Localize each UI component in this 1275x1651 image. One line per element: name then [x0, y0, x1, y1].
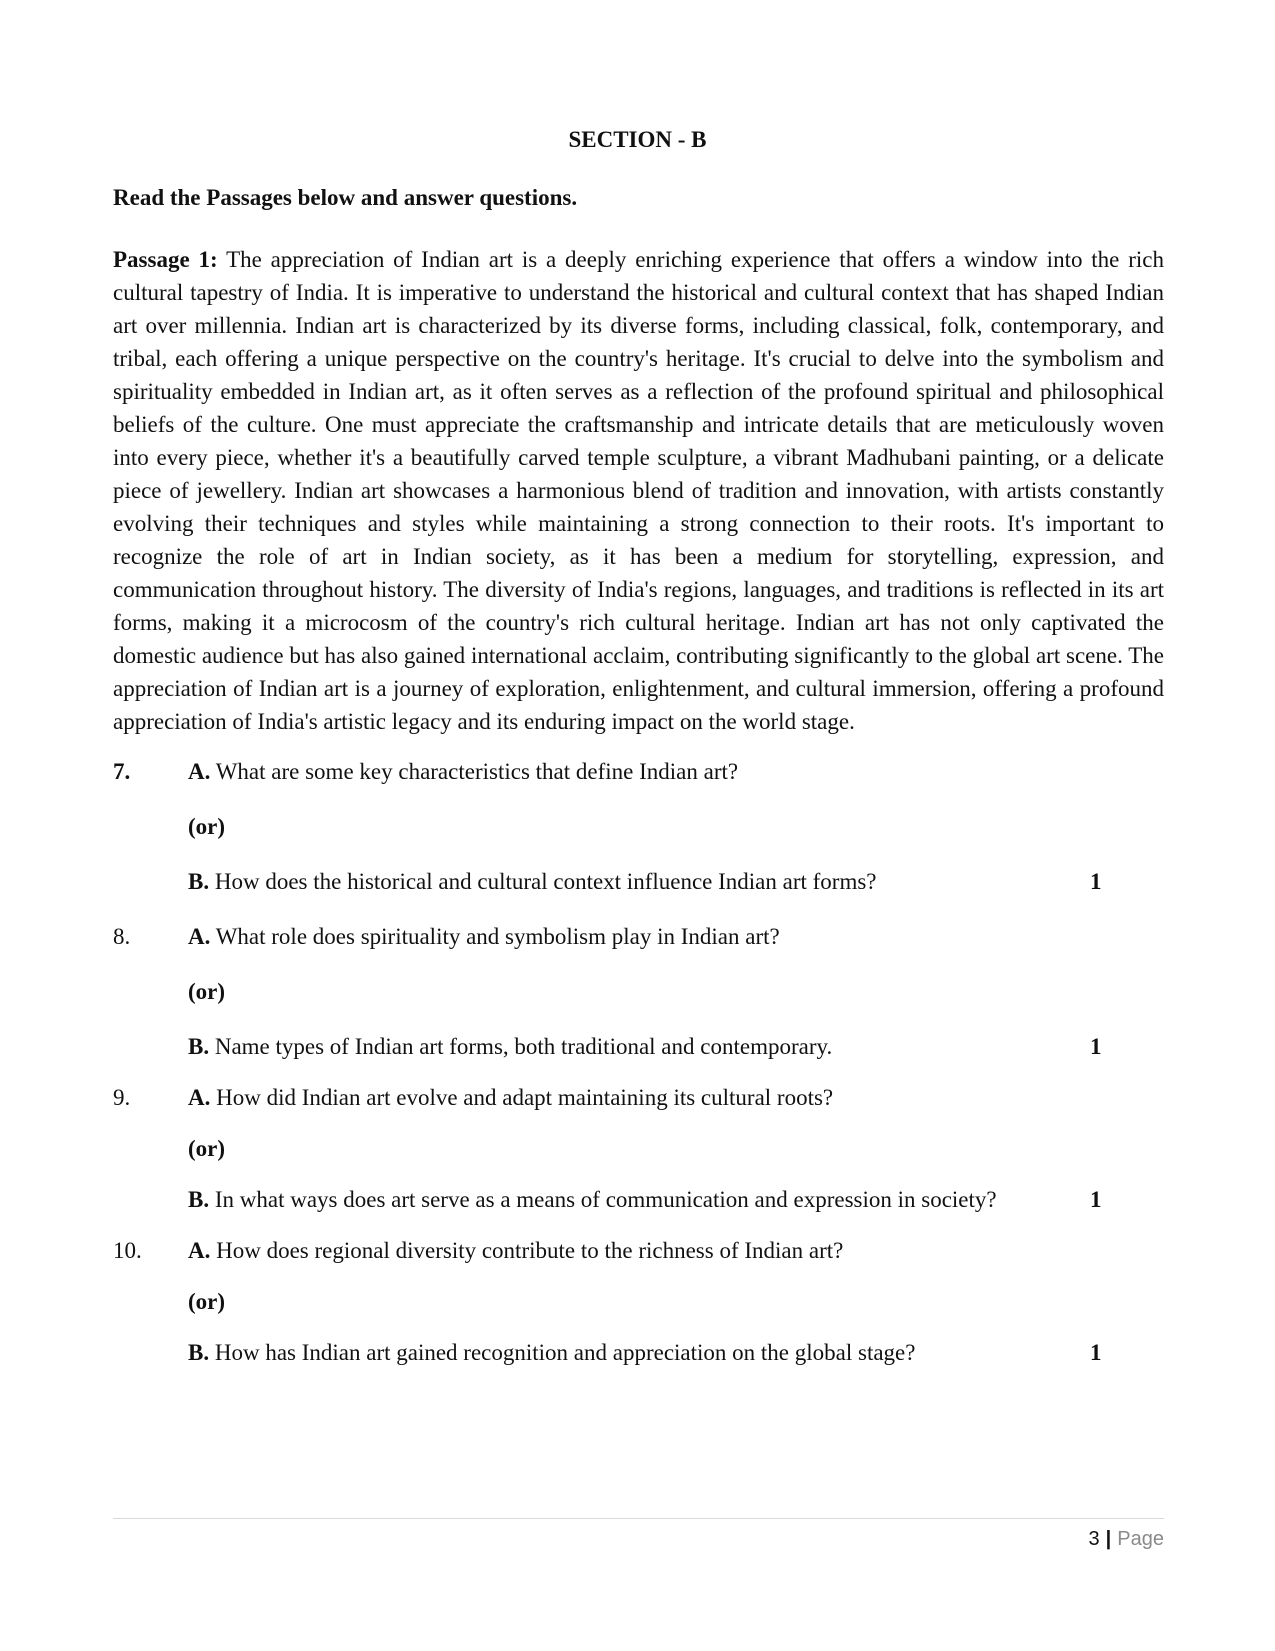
- question-text: In what ways does art serve as a means of communication and expression in society?: [214, 1187, 997, 1212]
- instructions: Read the Passages below and answer questions.: [113, 185, 578, 210]
- option-a-label: A.: [188, 1085, 211, 1110]
- question-text: How does the historical and cultural context influence Indian art forms?: [214, 869, 877, 894]
- passage-1: [113, 243, 1164, 738]
- question-text: How has Indian art gained recognition and appreciation on the global stage?: [214, 1340, 916, 1365]
- marks: 1: [1090, 869, 1102, 894]
- option-b-label: B.: [188, 1034, 210, 1059]
- footer-separator: |: [1105, 1528, 1112, 1550]
- option-a-label: A.: [188, 924, 211, 949]
- option-a-label: A.: [188, 1238, 211, 1263]
- page-label: Page: [1117, 1528, 1164, 1550]
- or-label: (or): [188, 1289, 226, 1314]
- option-a-label: A.: [188, 759, 211, 784]
- option-b-label: B.: [188, 1340, 210, 1365]
- section-title: SECTION - B: [568, 127, 707, 152]
- marks: 1: [1090, 1034, 1102, 1059]
- option-b-label: B.: [188, 869, 210, 894]
- question-text: How did Indian art evolve and adapt maintaining its cultural roots?: [216, 1085, 834, 1110]
- page-footer: [1089, 1518, 1164, 1552]
- option-b-label: B.: [188, 1187, 210, 1212]
- question-text: What role does spirituality and symbolism play in Indian art?: [215, 924, 780, 949]
- or-label: (or): [188, 1136, 226, 1161]
- marks: 1: [1090, 1340, 1102, 1365]
- or-label: (or): [188, 814, 226, 839]
- passage-text: The appreciation of Indian art is a deeply enriching experience that offers a window into the rich cultural tapestry of India. It is imperative to understand the historical and cultural context that has shaped Indian art over millennia. Indian art is characterized by its diverse forms, including classical, folk, contemporary, and tribal, each offering a unique perspective on the country's heritage. It's crucial to delve into the symbolism and spirituality embedded in Indian art, as it often serves as a reflection of the profound spiritual and philosophical beliefs of the culture. One must appreciate the craftsmanship and intricate details that are meticulously woven into every piece, whether it's a beautifully carved temple sculpture, a vibrant Madhubani painting, or a delicate piece of jewellery. Indian art showcases a harmonious blend of tradition and innovation, with artists constantly evolving their techniques and styles while maintaining a strong connection to their roots. It's important to recognize the role of art in Indian society, as it has been a medium for storytelling, expression, and communication throughout history. The diversity of India's regions, languages, and traditions is reflected in its art forms, making it a microcosm of the country's rich cultural heritage. Indian art has not only captivated the domestic audience but has also gained international acclaim, contributing significantly to the global art scene. The appreciation of Indian art is a journey of exploration, enlightenment, and cultural immersion, offering a profound appreciation of India's artistic legacy and its enduring impact on the world stage.: [113, 247, 1164, 734]
- question-number: 7.: [113, 759, 131, 784]
- marks: 1: [1090, 1187, 1102, 1212]
- question-text: Name types of Indian art forms, both traditional and contemporary.: [214, 1034, 833, 1059]
- question-number: 9.: [113, 1085, 131, 1110]
- or-label: (or): [188, 979, 226, 1004]
- passage-label: Passage 1:: [113, 247, 218, 272]
- footer-divider: [113, 1518, 1164, 1519]
- question-number: 8.: [113, 924, 131, 949]
- question-number: 10.: [113, 1238, 142, 1263]
- page-number: 3: [1088, 1528, 1100, 1550]
- question-text: What are some key characteristics that define Indian art?: [215, 759, 739, 784]
- question-text: How does regional diversity contribute to the richness of Indian art?: [216, 1238, 844, 1263]
